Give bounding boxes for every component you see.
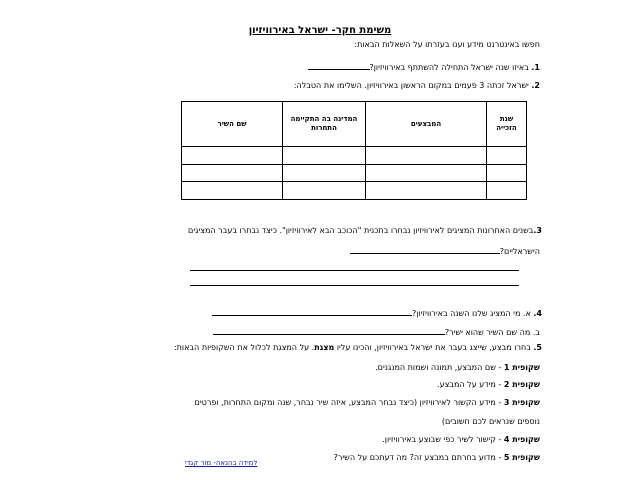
table-header: המדינה בה התקיימה התחרות	[283, 102, 366, 147]
question-5-text-post: . על המצגת לכלול את השקופיות הבאות:	[173, 343, 315, 352]
table-cell[interactable]	[182, 147, 283, 165]
slide-text: - מדוע בחרתם במבצע זה? מה דעתכם על השיר?	[333, 453, 504, 462]
question-3-text-2: הישראליים?	[499, 247, 540, 256]
slide-label: שקופית 1	[503, 363, 540, 372]
table-cell[interactable]	[366, 164, 487, 182]
table-header: המבצעים	[366, 102, 487, 147]
table-row	[182, 147, 527, 165]
answer-blank-4a[interactable]	[212, 307, 412, 316]
question-3	[188, 226, 542, 236]
question-1-text: באיזו שנה ישראל התחילה להשתתף באירוויזיון?	[369, 63, 529, 72]
question-1	[308, 61, 541, 73]
slide-item-1	[375, 363, 540, 373]
answer-blank-3[interactable]	[350, 245, 500, 254]
slide-item-2	[437, 380, 540, 390]
table-cell[interactable]	[283, 164, 366, 182]
answer-line[interactable]	[190, 285, 519, 286]
footer-link[interactable]: למידה בהנאה- מור קגדי	[185, 459, 258, 467]
slide-item-3	[195, 398, 540, 408]
slide-label: שקופית 4	[503, 435, 540, 444]
answer-line[interactable]	[190, 270, 519, 271]
question-2	[294, 81, 540, 91]
question-5-text: בחרו מבצע, שייצג בעבר את ישראל באירוויזיון, והכינו עליו	[336, 343, 531, 352]
question-number: 3.	[533, 226, 542, 235]
table-row	[182, 182, 527, 200]
question-2-text: ישראל זכתה 3 פעמים במקום הראשון באירוויזיון. השלימו את הטבלה:	[293, 81, 529, 90]
answer-blank-4b[interactable]	[213, 326, 445, 335]
table-cell[interactable]	[283, 182, 366, 200]
question-number: 4.	[533, 309, 542, 318]
slide-item-3-cont	[442, 417, 540, 427]
intro-text: חפשו באינטרנט מידע וענו בעזרתו על השאלות הבאות:	[354, 40, 540, 49]
table-header: שם השיר	[182, 102, 283, 147]
slide-label: שקופית 3	[503, 398, 540, 407]
slide-label: שקופית 5	[503, 453, 540, 462]
question-3-text: בשנים האחרונות המציגים לאירוויזיון נבחרו בתכנית "הכוכב הבא לאירוויזיון". כיצד נבחרו בעבר המציגים	[188, 226, 534, 235]
slide-text: - קישור לשיר כפי שבוצע באירוויזיון.	[382, 435, 504, 444]
slide-text: נוספים שנראים לכם חשובים)	[441, 417, 540, 426]
slide-item-4	[382, 435, 540, 445]
question-number: 1.	[531, 63, 540, 72]
question-number: 5.	[533, 343, 542, 352]
question-5	[174, 343, 542, 353]
table-cell[interactable]	[487, 182, 527, 200]
question-4b-text: ב. מה שם השיר שהוא ישיר?	[444, 328, 540, 337]
table-cell[interactable]	[366, 182, 487, 200]
slide-item-5	[334, 453, 540, 463]
slide-text: - שם המבצע, תמונה ושמות המנגנים.	[375, 363, 504, 372]
answer-blank-1[interactable]	[308, 61, 370, 70]
table-cell[interactable]	[487, 164, 527, 182]
slide-label: שקופית 2	[503, 380, 540, 389]
page-title: משימת חקר- ישראל באירוויזיון	[248, 25, 392, 36]
question-4a-text: א. מי המציג שלנו השנה באירוויזיון?	[411, 309, 531, 318]
question-4b	[213, 326, 540, 338]
table-cell[interactable]	[182, 182, 283, 200]
question-3-cont	[350, 245, 540, 257]
table-row	[182, 164, 527, 182]
table-header-row	[182, 102, 527, 147]
question-number: 2.	[531, 81, 540, 90]
slide-text: - מידע הקשור לאירוויזיון (כיצד נבחר המבצע, איזה שיר נבחר, שנה ומקום התחרות, ופרטים	[194, 398, 504, 407]
table-cell[interactable]	[182, 164, 283, 182]
table-cell[interactable]	[283, 147, 366, 165]
question-4a	[212, 307, 542, 319]
question-5-bold: מצגת	[314, 343, 335, 352]
table-cell[interactable]	[366, 147, 487, 165]
winners-table	[181, 101, 527, 200]
slide-text: - מידע על המבצע.	[437, 380, 504, 389]
table-header: שנת הזכייה	[487, 102, 527, 147]
table-cell[interactable]	[487, 147, 527, 165]
